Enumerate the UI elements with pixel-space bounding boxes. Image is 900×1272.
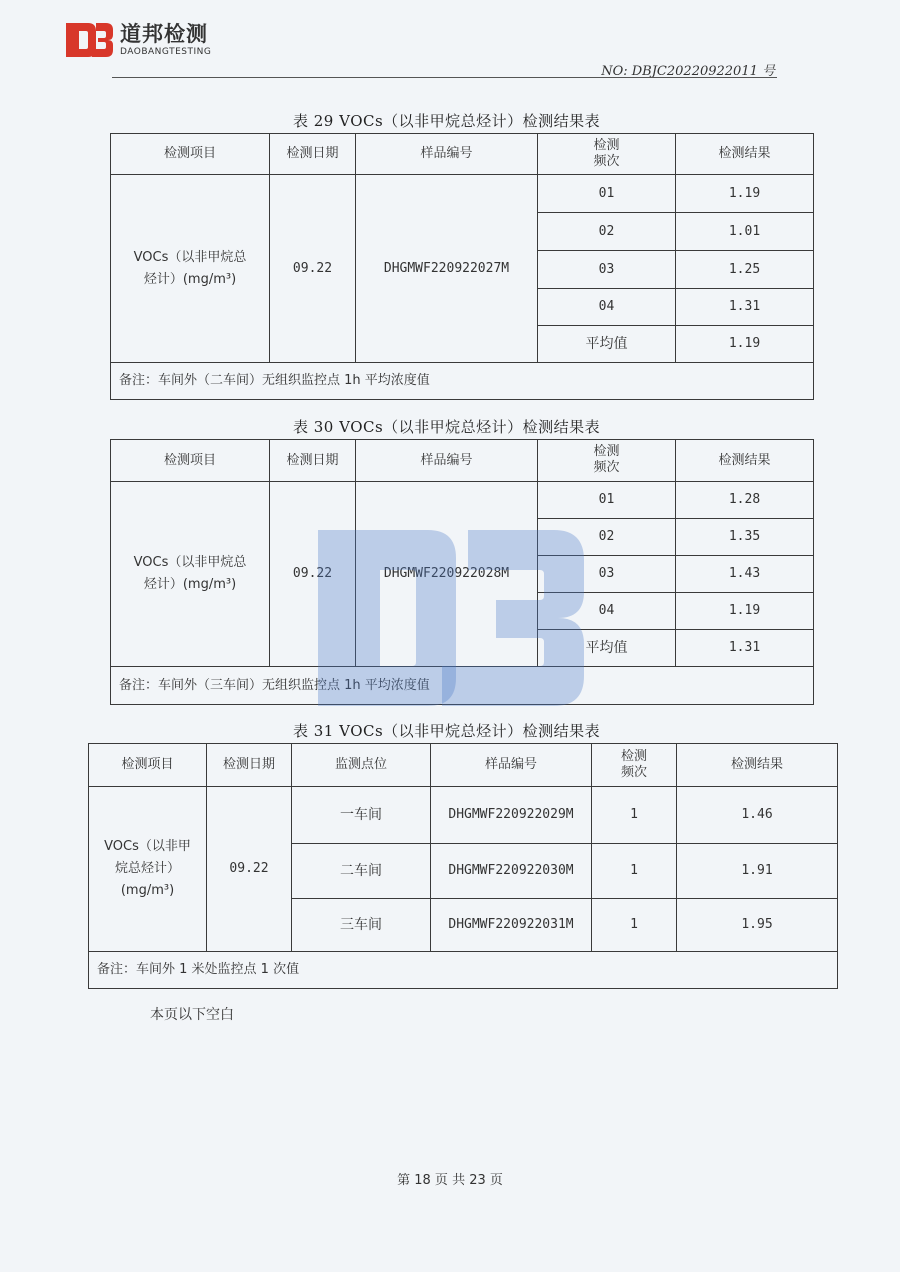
- result-cell: 1.19: [676, 175, 814, 213]
- freq-cell: 01: [538, 175, 676, 213]
- header-monitoring-location: 监测点位: [292, 744, 431, 787]
- header-sample-id: 样品编号: [356, 134, 538, 175]
- company-logo: [66, 20, 211, 60]
- average-label-cell: 平均值: [538, 326, 676, 363]
- result-cell: 1.19: [676, 593, 814, 630]
- test-date-cell: 09.22: [207, 787, 292, 952]
- sample-id-cell: DHGMWF220922029M: [431, 787, 592, 844]
- header-frequency: 检测频次: [538, 440, 676, 482]
- result-cell: 1.01: [676, 213, 814, 251]
- header-sample-id: 样品编号: [356, 440, 538, 482]
- sample-id-cell: DHGMWF220922031M: [431, 899, 592, 952]
- blank-page-note: 本页以下空白: [150, 1007, 234, 1023]
- freq-cell: 04: [538, 289, 676, 326]
- table-30-remark: 备注：车间外（三车间）无组织监控点 1h 平均浓度值: [111, 667, 814, 705]
- freq-cell: 02: [538, 519, 676, 556]
- table-29-title: 表 29 VOCs（以非甲烷总烃计）检测结果表: [293, 112, 601, 130]
- result-cell: 1.95: [677, 899, 838, 952]
- result-cell: 1.91: [677, 844, 838, 899]
- result-cell: 1.25: [676, 251, 814, 289]
- header-test-date: 检测日期: [270, 134, 356, 175]
- header-result: 检测结果: [676, 134, 814, 175]
- freq-cell: 04: [538, 593, 676, 630]
- freq-cell: 03: [538, 556, 676, 593]
- sample-id-cell: DHGMWF220922028M: [356, 482, 538, 667]
- header-test-item: 检测项目: [111, 440, 270, 482]
- db-logo-icon: [66, 21, 114, 59]
- header-divider: [112, 77, 777, 78]
- header-frequency: 检测频次: [538, 134, 676, 175]
- header-test-date: 检测日期: [270, 440, 356, 482]
- table-29: [110, 133, 814, 400]
- average-result-cell: 1.31: [676, 630, 814, 667]
- logo-english-name: DAOBANGTESTING: [120, 47, 212, 57]
- report-number: NO: DBJC20220922011 号: [601, 64, 775, 79]
- location-cell: 一车间: [292, 787, 431, 844]
- average-result-cell: 1.19: [676, 326, 814, 363]
- location-cell: 三车间: [292, 899, 431, 952]
- db-watermark-icon: [318, 530, 586, 706]
- freq-cell: 1: [592, 787, 677, 844]
- location-cell: 二车间: [292, 844, 431, 899]
- table-30-title: 表 30 VOCs（以非甲烷总烃计）检测结果表: [293, 418, 601, 436]
- test-item-cell: VOCs（以非甲烷总 烃计）(mg/m³): [111, 175, 270, 363]
- freq-cell: 1: [592, 844, 677, 899]
- table-29-remark: 备注：车间外（二车间）无组织监控点 1h 平均浓度值: [111, 363, 814, 400]
- table-31-title: 表 31 VOCs（以非甲烷总烃计）检测结果表: [293, 722, 601, 740]
- result-cell: 1.46: [677, 787, 838, 844]
- table-31: [88, 743, 838, 989]
- result-cell: 1.35: [676, 519, 814, 556]
- test-item-cell: VOCs（以非甲 烷总烃计） (mg/m³): [89, 787, 207, 952]
- freq-cell: 01: [538, 482, 676, 519]
- header-test-date: 检测日期: [207, 744, 292, 787]
- page-footer: 第 18 页 共 23 页: [397, 1173, 503, 1188]
- result-cell: 1.43: [676, 556, 814, 593]
- result-cell: 1.28: [676, 482, 814, 519]
- table-31-remark: 备注：车间外 1 米处监控点 1 次值: [89, 952, 838, 989]
- freq-cell: 03: [538, 251, 676, 289]
- freq-cell: 1: [592, 899, 677, 952]
- test-date-cell: 09.22: [270, 482, 356, 667]
- header-result: 检测结果: [677, 744, 838, 787]
- result-cell: 1.31: [676, 289, 814, 326]
- header-test-item: 检测项目: [89, 744, 207, 787]
- header-sample-id: 样品编号: [431, 744, 592, 787]
- test-item-cell: VOCs（以非甲烷总 烃计）(mg/m³): [111, 482, 270, 667]
- header-frequency: 检测频次: [592, 744, 677, 787]
- test-date-cell: 09.22: [270, 175, 356, 363]
- sample-id-cell: DHGMWF220922030M: [431, 844, 592, 899]
- average-label-cell: 平均值: [538, 630, 676, 667]
- header-test-item: 检测项目: [111, 134, 270, 175]
- header-result: 检测结果: [676, 440, 814, 482]
- freq-cell: 02: [538, 213, 676, 251]
- sample-id-cell: DHGMWF220922027M: [356, 175, 538, 363]
- logo-chinese-name: 道邦检测: [120, 22, 208, 46]
